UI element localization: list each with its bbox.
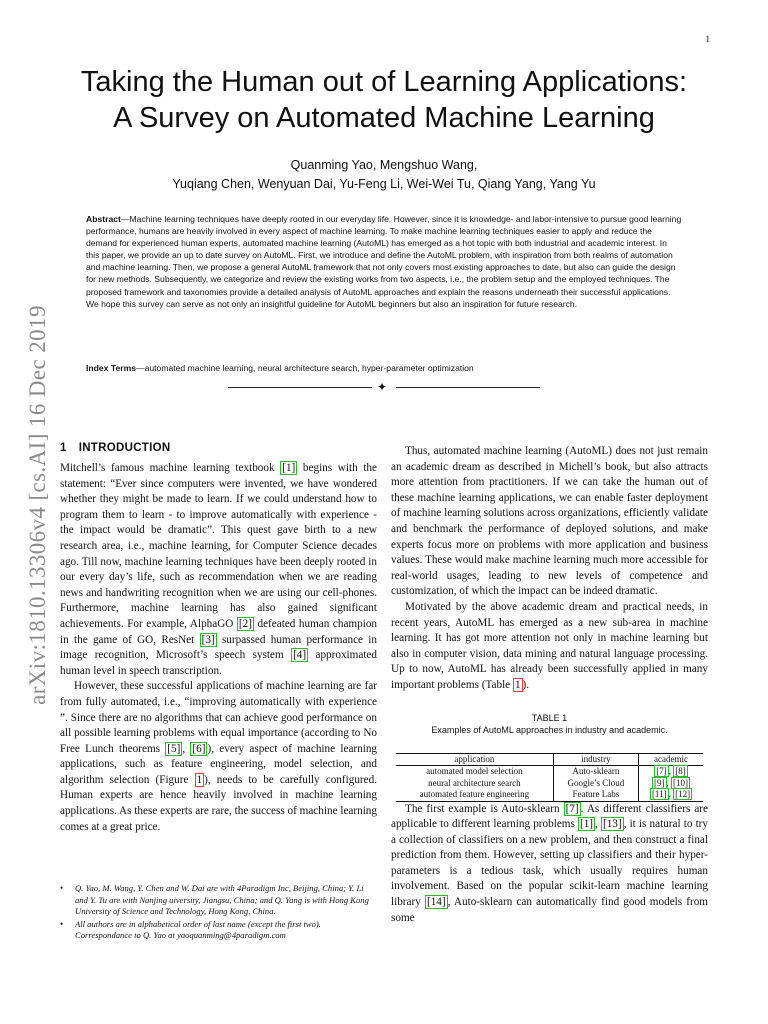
table-label: TABLE 1 [531,712,568,723]
arxiv-stamp [22,282,54,727]
table-cell: Auto-sklearn [553,766,638,778]
divider-line-right [396,387,540,388]
citation-link[interactable]: [5] [167,742,181,755]
text-run: However, these successful applications of machine learning are far from fully automated, i.e., “improving automatically with experience ”. Since there are no algorithms that can achieve good performance on all possible learning problems with equal importance (according to No Free Lunch theorems [60,680,377,755]
text-run: , [668,789,674,799]
section-heading [60,440,377,456]
intro-paragraph-5 [391,802,708,927]
citation-link[interactable]: [10] [673,777,689,788]
authors-line-1: Quanming Yao, Mengshuo Wang, [290,158,478,172]
table-cell: automated model selection [396,766,553,778]
text-run: , it is natural to try a collection of classifiers on a new problem, and then construct a final prediction from them. However, setting up classifiers and their hyper-parameters is a tedious task, which usually requires human involvement. Based on the popular scikit-learn machine learning library [391,818,709,909]
index-terms-label: Index Terms [86,363,136,373]
footnote-affiliations [60,883,378,918]
table-cell: Google’s Cloud [553,778,638,790]
citation-link[interactable]: [14] [426,896,446,909]
table-caption [391,712,708,736]
title-line-2: A Survey on Automated Machine Learning [113,102,655,134]
abstract [86,213,682,310]
table-caption-text: Examples of AutoML approaches in industry and academic. [431,724,668,735]
citation-link[interactable]: [1] [282,462,296,474]
citation-link[interactable]: [13] [602,818,622,831]
section-divider [228,380,540,394]
section-title: INTRODUCTION [78,442,171,454]
table-header-cell: application [396,753,553,766]
citation-link[interactable]: [2] [238,617,252,630]
citation-link[interactable]: [3] [201,633,215,646]
page-number: 1 [705,34,710,44]
citation-link[interactable]: [11] [651,789,667,799]
table-cell: Feature Labs [553,789,638,801]
citation-link[interactable]: [12] [675,789,691,799]
table-header-cell: academic [639,753,703,766]
footnote-correspondence [60,919,378,942]
intro-paragraph-3: Thus, automated machine learning (AutoML) does not just remain an academic dream as described in Michell’s book, but also attracts more attention from practitioners. If we can take the human out of these machine learning applications, we can enable faster deployment of machine learning solutions across organizations, efficiently validate and benchmark the performance of deployed solutions, and make experts focus more on problems with more application and business values. These would make machine learning much more accessible for real-world usages, leading to new levels of competence and customization, of which the impact can be indeed dramatic. [391,445,708,598]
abstract-label: Abstract [86,214,121,224]
figure-ref-link[interactable]: 1 [196,773,203,786]
right-column [391,444,708,926]
citation-link[interactable]: [7] [565,802,579,815]
authors-line-2: Yuqiang Chen, Wenyuan Dai, Yu-Feng Li, Wei-Wei Tu, Qiang Yang, Yang Yu [172,177,596,191]
title-line-1: Taking the Human out of Learning Applications: [80,66,688,98]
citation-link[interactable]: [8] [675,766,686,776]
citation-link[interactable]: [9] [654,777,665,788]
text-run: approximated human level in speech transcription. [60,649,377,677]
text-run: ), needs to be carefully configured. Human experts are hence heavily involved in machine learning applications. As these experts are rare, the success of machine learning comes at a great price. [60,773,378,833]
table-cell [639,766,703,778]
text-run: ), every aspect of machine learning applications, such as feature engineering, model selection, and algorithm selection (Figure [60,742,378,786]
abstract-text: —Machine learning techniques have deeply rooted in our everyday life. However, since it is knowledge- and labor-intensive to pursue good learning performance, humans are heavily involved in every aspect of machine learning. To make machine learning techniques easier to apply and reduce the demand for experienced human experts, automated machine learning (AutoML) has emerged as a hot topic with both industrial and academic interest. In this paper, we provide an up to date survey on AutoML. First, we introduce and define the AutoML problem, with inspiration from both realms of automation and machine learning. Then, we propose a general AutoML framework that not only covers most existing approaches to date, but also can guide the design for new methods. Subsequently, we categorize and review the existing works from two aspects, i.e., the problem setup and the employed techniques. The proposed framework and taxonomies provide a detailed analysis of AutoML approaches and explain the reasons underneath their successful applications. We hope this survey can serve as not only an insightful guideline for AutoML beginners but also an inspiration for future research. [86,214,682,309]
text-run: surpassed human performance in image recognition, Microsoft’s speech system [60,633,377,662]
table-ref-link[interactable]: 1 [514,678,521,691]
index-terms [86,362,682,374]
footnote-text: Q. Yao, M. Wang, Y. Chen and W. Dai are with 4Paradigm Inc, Beijing, China; Y. Li and Y. Tu are with Nanjing uiversity, Jiangsu, China; and Q. Yang is with Hong Kong University of Science and Technology, Hong Kong, China. [75,883,369,917]
citation-link[interactable]: [1] [579,818,594,831]
intro-paragraph-2 [60,679,377,835]
table-cell: neural architecture search [396,778,553,790]
citation-link[interactable]: [4] [293,649,307,662]
section-number: 1 [60,442,67,454]
text-run: , Auto-sklearn can automatically find good models from some [391,896,708,924]
table-header-row [396,753,703,766]
table-cell: automated feature engineering [396,789,553,801]
automl-examples-table [396,753,703,802]
table-cell [639,778,703,790]
table-header-cell: industry [553,753,638,766]
table-row [396,766,703,778]
text-run: The first example is Auto-sklearn [405,802,564,815]
text-run: . As different classifiers are applicable to different learning problems [391,802,709,831]
citation-link[interactable]: [6] [192,742,206,755]
text-run: , [182,742,191,755]
footnotes [60,883,378,943]
text-run: Mitchell’s famous machine learning textbook [60,462,281,474]
paper-title [40,64,728,136]
table-cell [639,789,703,801]
text-run: defeated human champion in the game of GO, ResNet [60,617,378,646]
text-run: , [668,766,674,776]
text-run: , [595,818,601,831]
text-run: Motivated by the above academic dream and practical needs, in recent years, AutoML has emerged as a new sub-area in machine learning. It has got more attention not only in machine learning but also in computer vision, data mining and natural language processing. Up to now, AutoML has already been successfully applied in many important problems (Table [391,600,708,691]
author-list [40,156,728,194]
intro-paragraph-1 [60,461,377,679]
intro-paragraph-4 [391,600,708,694]
arxiv-stamp-text: arXiv:1810.13306v4 [cs.AI] 16 Dec 2019 [25,304,50,705]
bullet-icon: • [60,918,64,929]
bullet-icon: • [60,883,64,893]
diamond-icon: ✦ [377,380,388,394]
text-run: ). [522,678,530,691]
text-run: begins with the statement: “Ever since computers were invented, we have wondered whether they might be made to learn. If we could understand how to program them to learn - to improve automatically with experience - the impact would be dramatic”. This quest gave birth to a new research area, i.e., machine learning, for Computer Science decades ago. Till now, machine learning techniques have been deeply rooted in our every day’s life, such as recommendation when we are reading news and handwriting recognition when we are using our cell-phones. Furthermore, machine learning has also gained significant achievements. For example, AlphaGO [60,462,377,630]
table-row [396,789,703,801]
divider-line-left [228,387,372,388]
text-run: , [666,777,672,788]
citation-link[interactable]: [7] [656,766,667,776]
index-terms-text: —automated machine learning, neural architecture search, hyper-parameter optimization [136,363,474,373]
left-column [60,440,377,835]
footnote-text: All authors are in alphabetical order of last name (except the first two). Correspondance to Q. Yao at yaoquanming@4paradigm.com [75,918,321,941]
